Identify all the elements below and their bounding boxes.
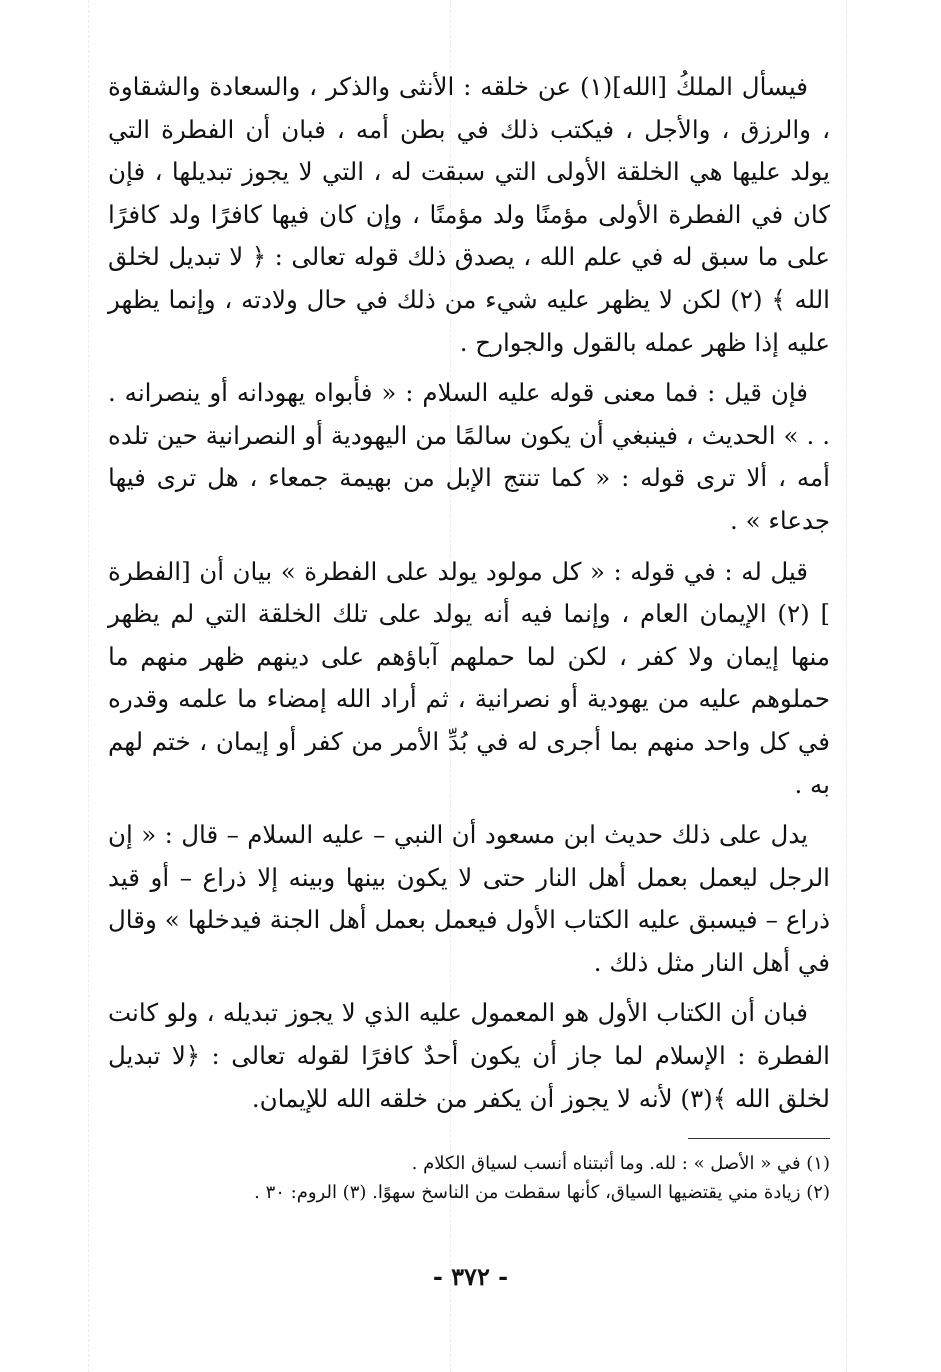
footnotes xyxy=(108,1149,830,1207)
right-margin-guide xyxy=(846,0,847,1372)
paragraph-1: فيسأل الملكُ [الله](١) عن خلقه : الأنثى والذكر ، والسعادة والشقاوة ، والرزق ، والأجل ، فيكتب ذلك في بطن أمه ، فبان أن الفطرة التي يولد عليها هي الخلقة الأولى التي سبقت له ، التي لا يجوز تبديلها ، فإن كان في الفطرة الأولى مؤمنًا ولد مؤمنًا ، وإن كان فيها كافرًا ولد كافرًا على ما سبق له في علم الله ، يصدق ذلك قوله تعالى : ﴿ لا تبديل لخلق الله ﴾ (٢) لكن لا يظهر عليه شيء من ذلك في حال ولادته ، وإنما يظهر عليه إذا ظهر عمله بالقول والجوارح . xyxy=(108,72,830,357)
left-margin-guide xyxy=(88,0,89,1372)
document-page xyxy=(108,66,830,1316)
footnote-1: (١) في « الأصل » : لله. وما أثبتناه أنسب لسياق الكلام . xyxy=(411,1153,830,1175)
paragraph-5: فبان أن الكتاب الأول هو المعمول عليه الذي لا يجوز تبديله ، ولو كانت الفطرة : الإسلام لما جاز أن يكون أحدٌ كافرًا لقوله تعالى : ﴿لا تبديل لخلق الله ﴾(٣) لأنه لا يجوز أن يكفر من خلقه الله للإيمان. xyxy=(108,998,830,1113)
footnote-2: (٢) زيادة مني يقتضيها السياق، كأنها سقطت من الناسخ سهوًا. (٣) الروم: ٣٠ . xyxy=(254,1182,830,1204)
paragraph-4: يدل على ذلك حديث ابن مسعود أن النبي – عليه السلام – قال : « إن الرجل ليعمل بعمل أهل النار حتى لا يكون بينها وبينه إلا ذراع – أو قيد ذراع – فيسبق عليه الكتاب الأول فيعمل بعمل أهل الجنة فيدخلها » وقال في أهل النار مثل ذلك . xyxy=(108,820,830,977)
page-number: - ٣٧٢ - xyxy=(432,1262,509,1291)
footnote-separator xyxy=(688,1138,830,1139)
paragraph-2: فإن قيل : فما معنى قوله عليه السلام : « فأبواه يهودانه أو ينصرانه . . . » الحديث ، فينبغي أن يكون سالمًا من اليهودية أو النصرانية حين تلده أمه ، ألا ترى قوله : « كما تنتج الإبل من بهيمة جمعاء ، هل ترى فيها جدعاء » . xyxy=(108,378,830,535)
paragraph-3: قيل له : في قوله : « كل مولود يولد على الفطرة » بيان أن [الفطرة ] (٢) الإيمان العام ، وإنما فيه أنه يولد على تلك الخلقة التي لم يظهر منها إيمان ولا كفر ، لكن لما حملهم آباؤهم على دينهم ظهر منهم ما حملوهم عليه من يهودية أو نصرانية ، ثم أراد الله إمضاء ما علمه وقدره في كل واحد منهم بما أجرى له في بُدِّ الأمر من كفر أو إيمان ، ختم لهم به . xyxy=(108,556,830,799)
